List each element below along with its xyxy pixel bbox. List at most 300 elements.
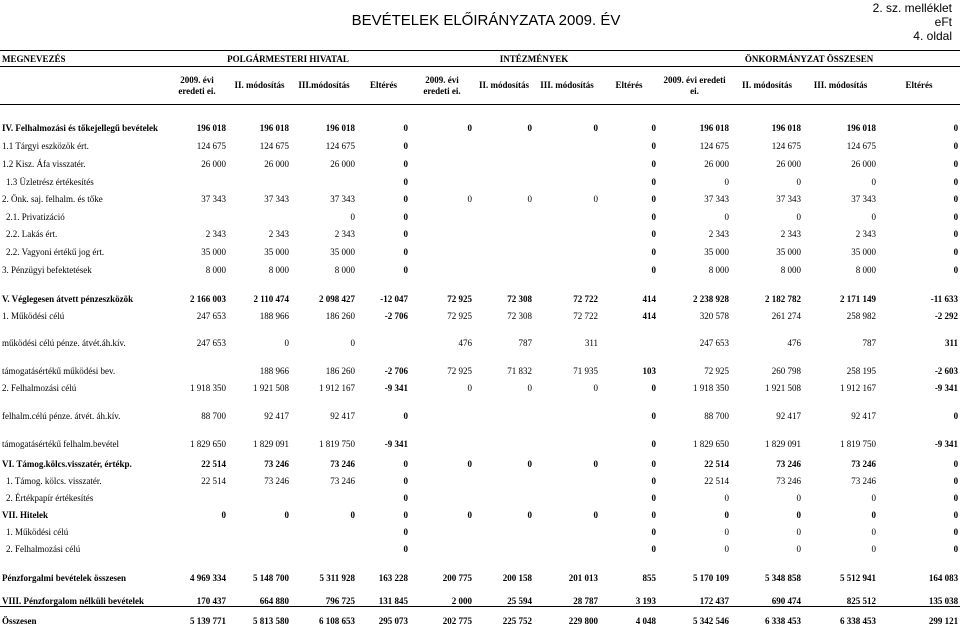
table-cell: 186 260 <box>325 365 355 376</box>
table-cell: 260 798 <box>771 365 802 376</box>
table-cell: 0 <box>403 526 409 537</box>
table-cell: 35 000 <box>264 246 289 257</box>
table-cell: 0 <box>651 211 657 222</box>
table-cell: 0 <box>651 193 657 204</box>
table-cell: 196 018 <box>771 122 802 133</box>
table-cell: 200 158 <box>502 572 533 583</box>
table-cell: 35 000 <box>201 246 226 257</box>
table-cell: 0 <box>953 176 959 187</box>
table-cell: 225 752 <box>474 607 534 626</box>
row-label: VII. Hitelek <box>2 509 48 520</box>
col-group-office: POLGÁRMESTERI HIVATAL <box>166 51 410 67</box>
table-cell <box>474 239 534 257</box>
table-cell <box>474 169 534 187</box>
table-cell: 0 <box>953 228 959 239</box>
table-cell: -2 603 <box>934 365 959 376</box>
table-cell: 0 <box>284 509 289 520</box>
table-cell <box>474 204 534 222</box>
table-cell: 0 <box>953 410 959 421</box>
table-cell: 0 <box>953 158 959 169</box>
row-label: Pénzforgalmi bevételek összesen <box>2 572 126 583</box>
row-label: 3. Pénzügyi befektetések <box>2 264 92 275</box>
table-cell: 26 000 <box>776 158 802 169</box>
page-title: BEVÉTELEK ELŐIRÁNYZATA 2009. ÉV <box>351 12 621 29</box>
table-cell: 261 274 <box>771 310 802 321</box>
table-cell: -12 047 <box>380 293 409 304</box>
table-cell: 26 000 <box>851 158 877 169</box>
table-cell: 0 <box>467 122 473 133</box>
table-row <box>0 187 960 204</box>
table-cell: 0 <box>403 193 409 204</box>
table-cell: 2 343 <box>780 228 802 239</box>
table-cell: 0 <box>953 543 959 554</box>
table-cell <box>166 348 228 376</box>
header-original: 2009. évi eredeti ei. <box>663 74 726 96</box>
row-label: VI. Támog.kölcs.visszatér, értékp. <box>2 458 132 469</box>
table-cell: 258 982 <box>846 310 877 321</box>
table-cell: 1 912 167 <box>840 382 877 393</box>
table-row <box>0 393 960 421</box>
table-cell: 787 <box>518 337 533 348</box>
table-cell: 196 018 <box>196 122 226 133</box>
table-cell: 92 417 <box>330 410 355 421</box>
table-row <box>0 204 960 222</box>
table-cell: 0 <box>953 246 959 257</box>
row-label: 1.1 Tárgyi eszközök ért. <box>2 140 89 151</box>
table-row <box>0 376 960 393</box>
table-cell: 690 474 <box>771 596 802 606</box>
table-cell: 0 <box>871 211 877 222</box>
table-cell: 5 348 858 <box>765 572 802 583</box>
table-cell: 0 <box>527 458 533 469</box>
row-label: 2.2. Vagyoni értékű jog ért. <box>6 246 105 257</box>
table-cell <box>474 393 534 421</box>
table-cell: 202 775 <box>410 607 474 626</box>
table-cell: 0 <box>527 122 533 133</box>
header-original: 2009. évi eredeti ei. <box>423 74 461 96</box>
table-cell: 0 <box>953 492 959 503</box>
table-cell: 229 800 <box>534 607 600 626</box>
table-cell: 88 700 <box>201 410 226 421</box>
table-cell <box>291 169 357 187</box>
table-cell: 26 000 <box>330 158 355 169</box>
table-row <box>0 469 960 486</box>
table-cell: 73 246 <box>776 458 802 469</box>
header-original: 2009. évi eredeti ei. <box>178 74 216 96</box>
table-cell <box>474 520 534 537</box>
table-cell <box>410 421 474 449</box>
table-cell: 0 <box>467 509 473 520</box>
table-row <box>0 133 960 151</box>
table-cell: 0 <box>651 526 657 537</box>
table-cell: 72 925 <box>447 365 473 376</box>
table-cell: 4 969 334 <box>190 572 226 583</box>
table-cell: 37 343 <box>264 193 289 204</box>
row-label: Összesen <box>0 607 166 626</box>
table-cell: 196 018 <box>846 122 877 133</box>
table-cell <box>474 133 534 151</box>
row-label: 2.2. Lakás ért. <box>6 228 58 239</box>
table-cell: 0 <box>796 176 802 187</box>
table-cell: 196 018 <box>325 122 355 133</box>
table-cell: 73 246 <box>264 475 289 486</box>
table-cell: 0 <box>467 193 473 204</box>
table-cell <box>534 169 600 187</box>
table-cell: 0 <box>284 337 289 348</box>
table-cell: 1 829 650 <box>190 438 226 449</box>
table-cell: 124 675 <box>325 140 355 151</box>
table-cell <box>228 486 291 503</box>
table-cell: 5 311 928 <box>319 572 355 583</box>
table-cell <box>410 204 474 222</box>
annex-header <box>873 1 952 43</box>
table-cell: 72 722 <box>573 310 599 321</box>
table-cell: 92 417 <box>851 410 877 421</box>
table-cell <box>166 537 228 554</box>
table-cell: 0 <box>527 382 533 393</box>
table-cell <box>410 393 474 421</box>
table-row <box>0 151 960 169</box>
row-label: 2. Felhalmozási célú <box>2 382 77 393</box>
table-cell: 0 <box>953 122 959 133</box>
table-cell: 0 <box>403 410 409 421</box>
table-cell: 247 653 <box>699 337 730 348</box>
table-cell: -2 292 <box>934 310 959 321</box>
table-row <box>0 304 960 321</box>
header-mod2: II. módosítás <box>479 80 530 90</box>
table-cell: 0 <box>651 264 657 275</box>
table-cell <box>534 520 600 537</box>
header-diff: Eltérés <box>370 80 398 90</box>
header-mod2: II. módosítás <box>742 80 793 90</box>
table-cell: 0 <box>403 543 409 554</box>
table-cell: 0 <box>467 458 473 469</box>
table-row <box>0 239 960 257</box>
table-cell: 35 000 <box>851 246 877 257</box>
table-cell: 5 512 941 <box>840 572 877 583</box>
table-cell: 3 193 <box>635 596 657 606</box>
table-cell: 0 <box>871 509 877 520</box>
table-cell: 35 000 <box>330 246 355 257</box>
table-cell: 825 512 <box>846 596 877 606</box>
table-cell: 8 000 <box>708 264 730 275</box>
table-cell: 163 228 <box>378 572 409 583</box>
header-diff: Eltérés <box>905 80 933 90</box>
table-cell: 1 829 650 <box>693 438 730 449</box>
table-cell: 2 343 <box>855 228 877 239</box>
table-cell: 124 675 <box>259 140 289 151</box>
table-cell: 37 343 <box>201 193 226 204</box>
table-cell: 796 725 <box>325 596 355 606</box>
table-cell: 0 <box>724 176 730 187</box>
table-cell <box>474 151 534 169</box>
table-cell: 37 343 <box>330 193 355 204</box>
table-cell: 131 845 <box>378 596 409 606</box>
revenue-table <box>0 50 960 626</box>
table-cell <box>291 520 357 537</box>
table-row <box>0 421 960 449</box>
table-cell: 1 912 167 <box>319 382 355 393</box>
table-cell: 124 675 <box>196 140 226 151</box>
table-cell <box>166 169 228 187</box>
table-cell: 0 <box>796 543 802 554</box>
table-cell: 73 246 <box>330 475 355 486</box>
table-cell: 258 195 <box>846 365 877 376</box>
table-cell: 0 <box>724 526 730 537</box>
table-cell: 1 819 750 <box>840 438 877 449</box>
table-row <box>0 503 960 520</box>
table-cell: 1 819 750 <box>319 438 355 449</box>
table-cell: 0 <box>651 410 657 421</box>
table-cell: 0 <box>403 492 409 503</box>
table-cell <box>474 421 534 449</box>
table-cell: 0 <box>350 509 355 520</box>
table-cell: 2 343 <box>268 228 289 239</box>
table-cell: -9 341 <box>384 382 409 393</box>
table-row <box>0 105 960 133</box>
table-cell: 201 013 <box>568 572 599 583</box>
table-cell: 2 238 928 <box>693 293 730 304</box>
table-cell: 2 182 782 <box>765 293 802 304</box>
table-cell: 0 <box>350 337 355 348</box>
table-cell: 135 038 <box>928 596 959 606</box>
table-cell: 4 048 <box>600 607 658 626</box>
page-number: 4. oldal <box>913 29 952 43</box>
table-cell: 0 <box>953 264 959 275</box>
table-cell: 1 829 091 <box>765 438 802 449</box>
header-mod3: III.módosítás <box>298 80 350 90</box>
table-cell: 414 <box>642 293 657 304</box>
table-cell: 0 <box>651 158 657 169</box>
table-cell: 0 <box>403 246 409 257</box>
table-cell: 2 098 427 <box>319 293 355 304</box>
table-cell: 200 775 <box>442 572 473 583</box>
table-row <box>0 554 960 583</box>
table-cell <box>474 469 534 486</box>
row-label: támogatásértékű működési bev. <box>2 365 116 376</box>
table-cell: 311 <box>584 337 599 348</box>
table-cell <box>228 169 291 187</box>
table-cell: 0 <box>796 526 802 537</box>
table-row <box>0 520 960 537</box>
table-cell <box>534 421 600 449</box>
table-cell: 0 <box>527 509 533 520</box>
table-cell: 0 <box>403 264 409 275</box>
table-cell: 0 <box>403 176 409 187</box>
table-cell <box>534 204 600 222</box>
table-cell: 25 594 <box>507 596 533 606</box>
row-label: 1.2 Kisz. Áfa visszatér. <box>2 158 86 169</box>
table-cell: 1 921 508 <box>765 382 802 393</box>
table-cell <box>410 520 474 537</box>
table-cell: 2 171 149 <box>840 293 877 304</box>
table-cell <box>410 469 474 486</box>
table-cell: 0 <box>651 246 657 257</box>
table-cell: 73 246 <box>851 458 877 469</box>
table-cell: 8 000 <box>855 264 877 275</box>
sub-header-row <box>0 67 960 105</box>
table-cell: 0 <box>871 526 877 537</box>
table-cell: 0 <box>403 140 409 151</box>
table-cell: 0 <box>953 458 959 469</box>
table-cell: 0 <box>593 193 599 204</box>
table-cell: 787 <box>862 337 877 348</box>
table-cell: 103 <box>642 365 657 376</box>
table-cell: 72 308 <box>507 293 533 304</box>
table-cell: 26 000 <box>201 158 226 169</box>
table-cell <box>410 537 474 554</box>
table-cell <box>166 204 228 222</box>
table-cell <box>410 222 474 239</box>
table-cell: 0 <box>724 509 730 520</box>
table-cell: 1 921 508 <box>253 382 289 393</box>
table-cell <box>534 222 600 239</box>
table-cell: 247 653 <box>196 337 226 348</box>
table-cell: -11 633 <box>930 293 959 304</box>
table-cell: 0 <box>724 492 730 503</box>
row-label: működési célú pénze. átvét.áh.kív. <box>2 337 126 348</box>
table-cell: 0 <box>651 475 657 486</box>
table-cell: 0 <box>527 193 533 204</box>
table-cell: 72 925 <box>704 365 730 376</box>
table-cell <box>410 257 474 275</box>
table-cell: 0 <box>651 122 657 133</box>
table-cell: 170 437 <box>196 596 226 606</box>
table-cell: 0 <box>403 475 409 486</box>
table-cell: 0 <box>871 492 877 503</box>
table-cell: 1 918 350 <box>693 382 730 393</box>
table-cell: 72 925 <box>447 310 473 321</box>
table-cell: -9 341 <box>384 438 409 449</box>
table-cell: 124 675 <box>846 140 877 151</box>
table-cell: 0 <box>871 543 877 554</box>
col-group-name: MEGNEVEZÉS <box>0 51 166 67</box>
table-cell <box>534 239 600 257</box>
table-cell <box>228 204 291 222</box>
table-cell <box>534 257 600 275</box>
table-cell <box>166 486 228 503</box>
table-cell <box>600 321 658 348</box>
header-diff: Eltérés <box>615 80 643 90</box>
table-cell: 0 <box>724 211 730 222</box>
table-cell: 0 <box>796 211 802 222</box>
table-cell: 26 000 <box>704 158 730 169</box>
table-cell: 73 246 <box>330 458 355 469</box>
table-cell: 855 <box>642 572 657 583</box>
table-cell: 320 578 <box>699 310 730 321</box>
row-label: 1.3 Üzletrész értékesítés <box>6 176 94 187</box>
table-cell: 0 <box>953 211 959 222</box>
table-cell <box>228 520 291 537</box>
table-cell: 476 <box>787 337 802 348</box>
table-cell: 92 417 <box>264 410 289 421</box>
table-cell: 0 <box>593 458 599 469</box>
table-cell: 0 <box>651 382 657 393</box>
table-cell: 73 246 <box>776 475 802 486</box>
table-cell <box>474 222 534 239</box>
table-cell: 664 880 <box>259 596 289 606</box>
table-cell: -9 341 <box>934 382 959 393</box>
table-cell: 0 <box>403 158 409 169</box>
col-group-total: ÖNKORMÁNYZAT ÖSSZESEN <box>658 51 960 67</box>
row-label: felhalm.célú pénze. átvét. áh.kív. <box>2 410 121 421</box>
row-label: 2.1. Privatizáció <box>6 211 65 222</box>
table-cell: -9 341 <box>934 438 959 449</box>
table-cell <box>534 133 600 151</box>
table-row <box>0 257 960 275</box>
table-cell: 28 787 <box>573 596 599 606</box>
table-cell <box>410 239 474 257</box>
table-cell: 124 675 <box>699 140 730 151</box>
col-group-institutions: INTÉZMÉNYEK <box>410 51 658 67</box>
table-cell: 71 935 <box>573 365 599 376</box>
table-cell: 37 343 <box>704 193 730 204</box>
table-cell: 0 <box>871 176 877 187</box>
table-row <box>0 169 960 187</box>
table-cell: 0 <box>403 509 409 520</box>
row-label: 1. Működési célú <box>6 526 69 537</box>
table-cell: 0 <box>403 458 409 469</box>
table-cell: 124 675 <box>771 140 802 151</box>
row-label: 1. Működési célú <box>2 310 65 321</box>
table-cell <box>410 169 474 187</box>
table-cell: -2 706 <box>384 310 409 321</box>
table-cell: 164 083 <box>928 572 959 583</box>
table-cell: 2 000 <box>451 596 473 606</box>
table-cell: 88 700 <box>704 410 730 421</box>
row-label: V. Véglegesen átvett pénzeszközök <box>2 293 134 304</box>
table-cell: 6 338 453 <box>731 607 803 626</box>
table-cell <box>291 537 357 554</box>
table-cell: 73 246 <box>264 458 289 469</box>
table-cell: 0 <box>593 382 599 393</box>
table-cell: 0 <box>651 492 657 503</box>
table-cell: -2 706 <box>384 365 409 376</box>
table-cell: 2 343 <box>708 228 730 239</box>
table-cell <box>410 486 474 503</box>
table-cell: 247 653 <box>196 310 226 321</box>
table-cell: 196 018 <box>699 122 730 133</box>
table-cell: 0 <box>403 122 409 133</box>
table-cell: 0 <box>651 509 657 520</box>
table-cell: 186 260 <box>325 310 355 321</box>
table-cell: 0 <box>724 543 730 554</box>
table-cell: 0 <box>953 475 959 486</box>
table-cell: 22 514 <box>201 458 226 469</box>
table-cell: 1 918 350 <box>190 382 226 393</box>
table-cell: 0 <box>796 509 802 520</box>
table-cell: 0 <box>651 543 657 554</box>
table-cell: 22 514 <box>201 475 226 486</box>
row-label: támogatásértékű felhalm.bevétel <box>2 438 119 449</box>
table-cell: 5 342 546 <box>658 607 731 626</box>
header-empty <box>0 67 166 105</box>
table-cell: 1 829 091 <box>253 438 289 449</box>
table-cell: 299 121 <box>878 607 960 626</box>
table-cell: 188 966 <box>259 365 289 376</box>
table-cell: 8 000 <box>334 264 355 275</box>
group-header-row <box>0 51 960 67</box>
table-cell: 72 925 <box>447 293 473 304</box>
table-cell: 0 <box>350 211 355 222</box>
table-cell: 0 <box>651 228 657 239</box>
table-cell: 2 166 003 <box>190 293 226 304</box>
table-row <box>0 449 960 469</box>
table-cell: 8 000 <box>205 264 226 275</box>
table-cell: 0 <box>593 509 599 520</box>
table-cell: 0 <box>953 509 959 520</box>
table-cell: 196 018 <box>259 122 289 133</box>
